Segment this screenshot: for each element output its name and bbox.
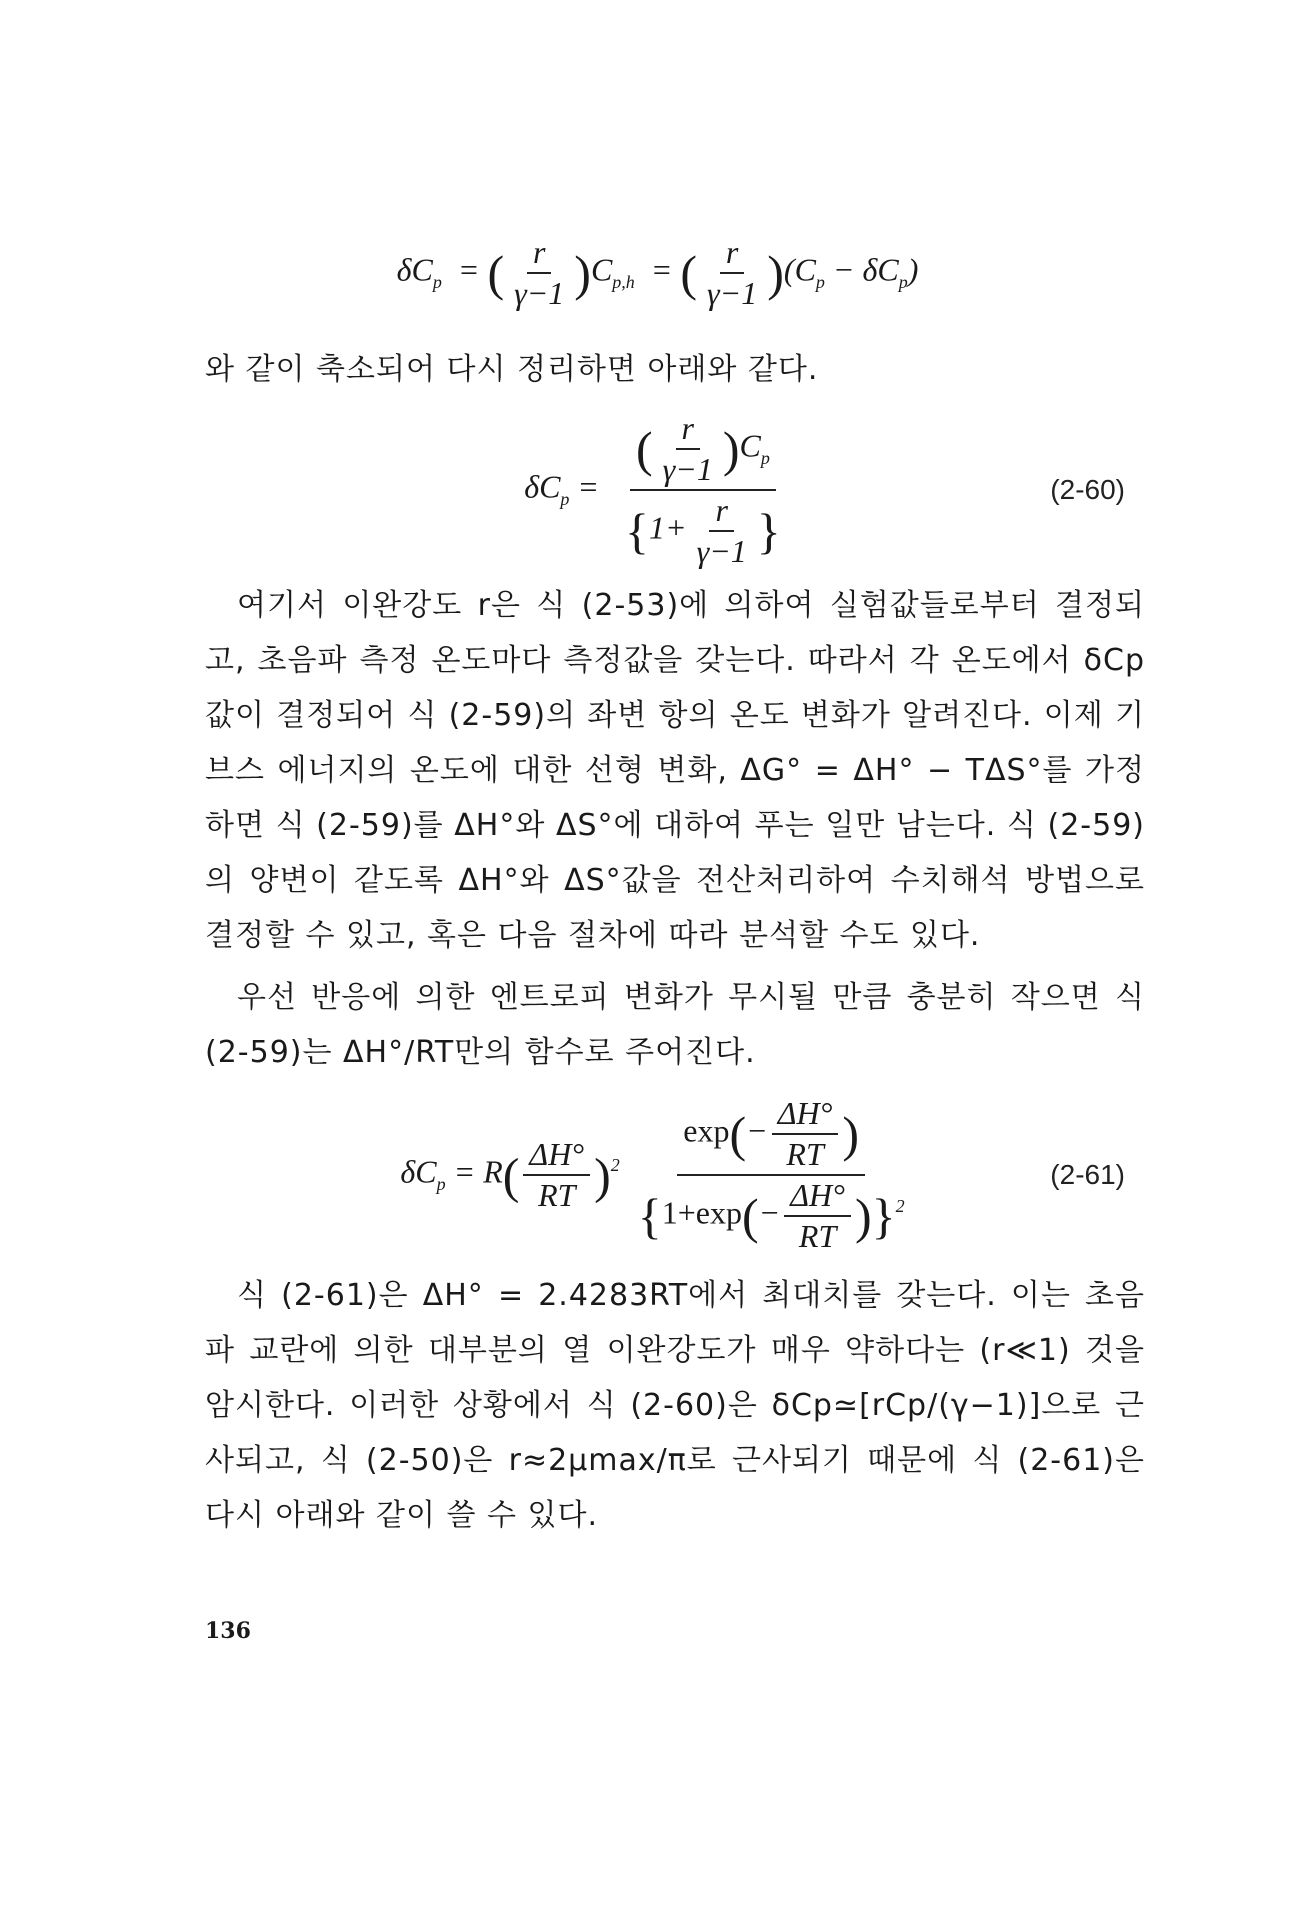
equation-2-60 — [0, 405, 1315, 575]
equation-2-61 — [0, 1090, 1315, 1260]
equation-top-body: $\delta C_p$ = ( $\frac{r}{\gamma-1}$ )$C_{p,h}$ = ( $\frac{r}{\gamma-1}$ )$(C_p - \delta C_p)$ — [396, 233, 919, 311]
equation-number-2-60: (2-60) — [1050, 474, 1125, 505]
paragraph-3: 식 (2-61)은 ΔH° = 2.4283RT에서 최대치를 갖는다. 이는 초음파 교란에 의한 대부분의 열 이완강도가 매우 약하다는 (r≪1) 것을 암시한다. 이러한 상황에서 식 (2-60)은 δCp≃[rCp/(γ−1)]으로 근사되고, 식 (2-50)은 r≈2μmax/π로 근사되기 때문에 식 (2-61)은 다시 아래와 같이 쓸 수 있다. — [205, 1278, 1145, 1533]
equation-number-2-61: (2-61) — [1050, 1159, 1125, 1190]
equation-2-60-body: $\delta C_p$ = ( $\frac{r}{\gamma-1}$ )$C_p$ {1+ $\frac{r}{\gamma-1}$ } — [524, 409, 781, 570]
equation-top — [0, 228, 1315, 318]
line-after-top-equation: 와 같이 축소되어 다시 정리하면 아래와 같다. — [205, 352, 819, 387]
page-number: 136 — [205, 1618, 251, 1644]
paragraph-1: 여기서 이완강도 r은 식 (2-53)에 의하여 실험값들로부터 결정되고, 초음파 측정 온도마다 측정값을 갖는다. 따라서 각 온도에서 δCp 값이 결정되어 식 (2-59)의 좌변 항의 온도 변화가 알려진다. 이제 기브스 에너지의 온도에 대한 선형 변화, ΔG° = ΔH° − TΔS°를 가정하면 식 (2-59)를 ΔH°와 ΔS°에 대하여 푸는 일만 남는다. 식 (2-59)의 양변이 같도록 ΔH°와 ΔS°값을 전산처리하여 수치해석 방법으로 결정할 수 있고, 혹은 다음 절차에 따라 분석할 수도 있다. — [205, 588, 1145, 953]
paragraph-2: 우선 반응에 의한 엔트로피 변화가 무시될 만큼 충분히 작으면 식 (2-59)는 ΔH°/RT만의 함수로 주어진다. — [205, 980, 1145, 1070]
equation-2-61-body: $\delta C_p = R$( $\frac{\Delta H^\circ}{RT}$ )$^2$ exp(− $\frac{\Delta H^\circ}{RT}$ ) {1+exp(− $\frac{\Delta H^\circ}{RT}$ )}$^2$ — [400, 1094, 905, 1255]
